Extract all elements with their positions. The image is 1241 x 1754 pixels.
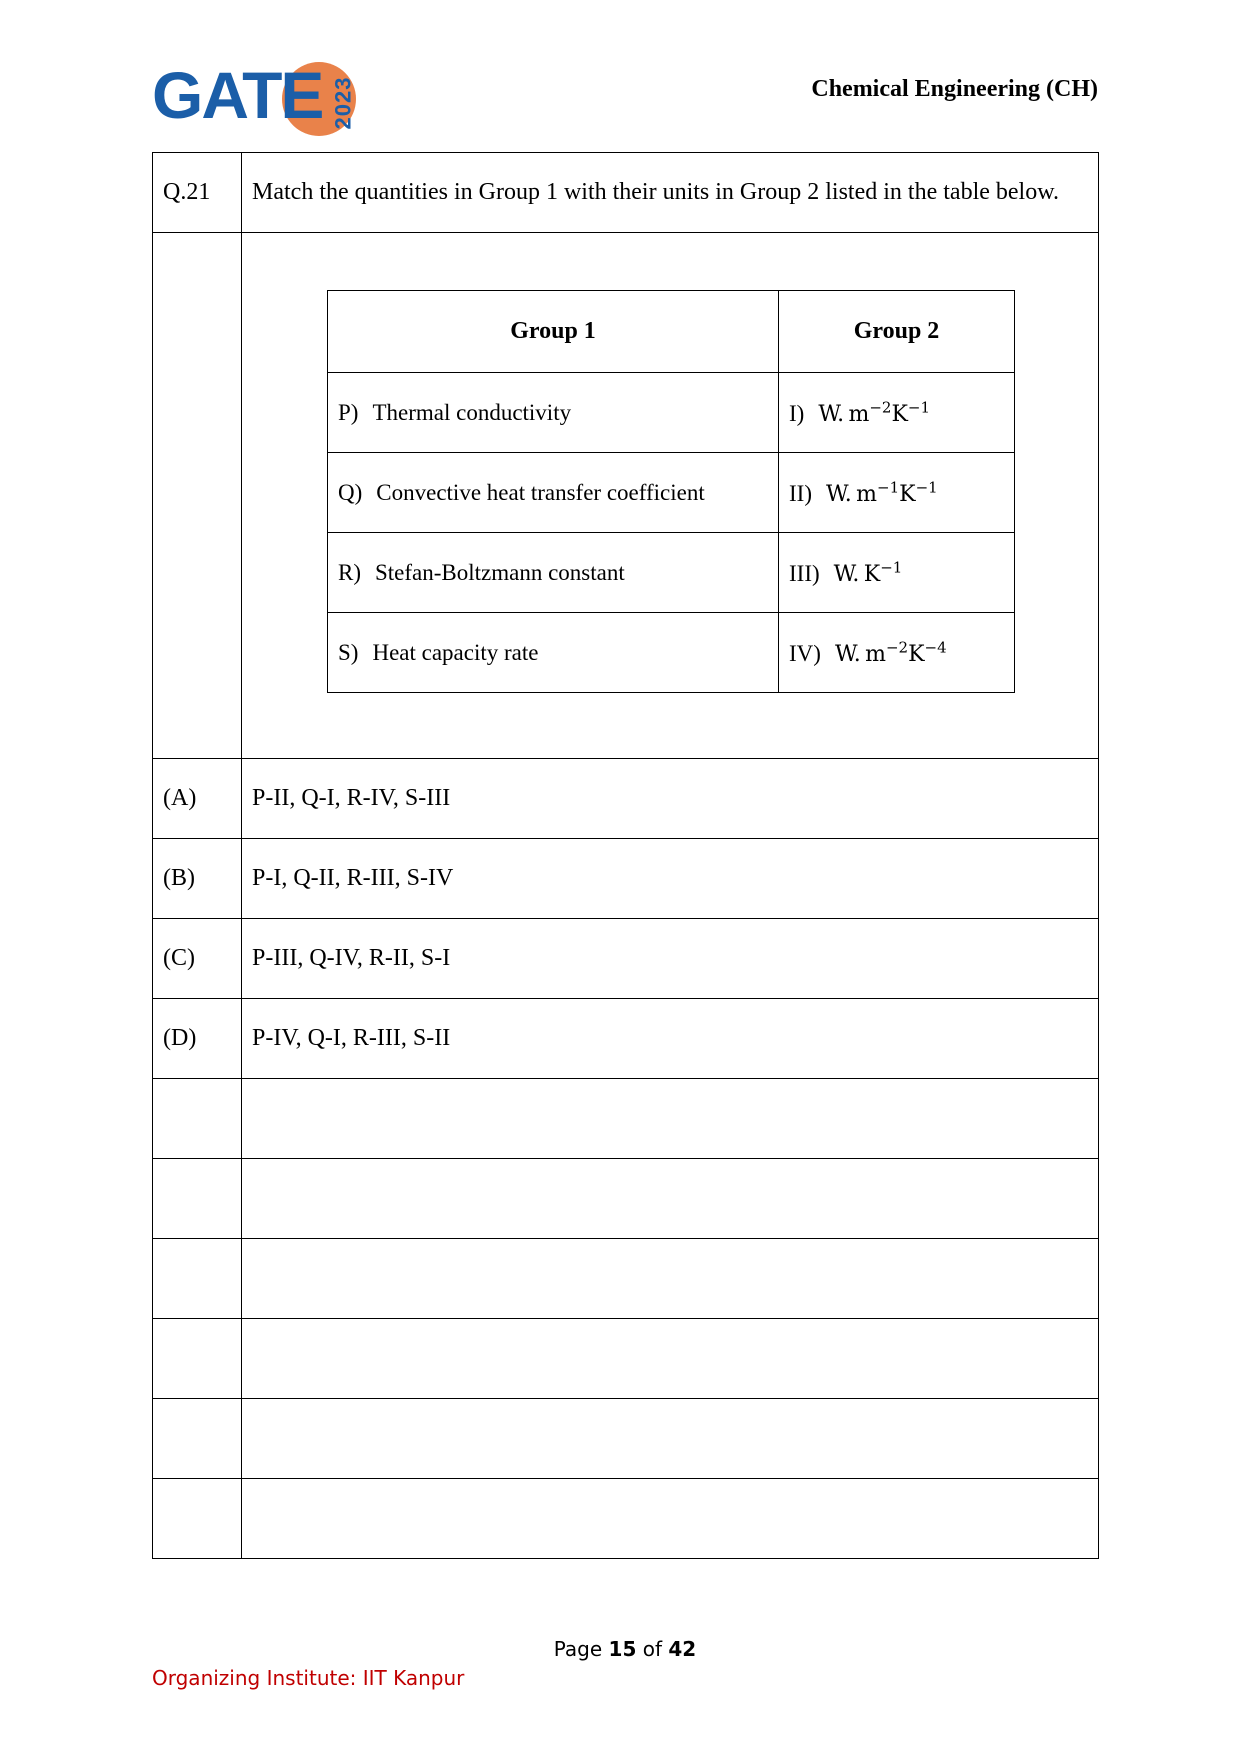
subject-title: Chemical Engineering (CH) bbox=[811, 76, 1098, 102]
option-text: P-I, Q-II, R-III, S-IV bbox=[242, 839, 1099, 919]
unit-expression: W. $K^{-1}$ bbox=[833, 558, 903, 587]
empty-cell bbox=[153, 233, 242, 759]
group2-item bbox=[779, 373, 1015, 453]
question-text: Match the quantities in Group 1 with their units in Group 2 listed in the table below. bbox=[242, 153, 1099, 233]
empty-cell bbox=[153, 1239, 242, 1319]
item-text: Thermal conductivity bbox=[372, 399, 572, 425]
item-label: R) bbox=[338, 559, 361, 585]
empty-row bbox=[153, 1319, 1099, 1399]
match-table-row bbox=[153, 233, 1099, 759]
item-text: Heat capacity rate bbox=[372, 639, 539, 665]
option-row[interactable] bbox=[153, 839, 1099, 919]
group2-item bbox=[779, 613, 1015, 693]
group2-item bbox=[779, 453, 1015, 533]
logo-year: 2023 bbox=[330, 76, 356, 130]
empty-row bbox=[153, 1239, 1099, 1319]
option-label: (C) bbox=[153, 919, 242, 999]
organizing-institute: Organizing Institute: IIT Kanpur bbox=[152, 1666, 465, 1690]
empty-cell bbox=[153, 1319, 242, 1399]
empty-cell bbox=[242, 1479, 1099, 1559]
group1-header: Group 1 bbox=[328, 291, 779, 373]
empty-cell bbox=[242, 1239, 1099, 1319]
unit-expression: W. $m^{-1}K^{-1}$ bbox=[825, 478, 938, 507]
match-row bbox=[328, 533, 1015, 613]
match-table bbox=[327, 290, 1015, 693]
item-label: II) bbox=[789, 480, 812, 506]
item-text: Stefan-Boltzmann constant bbox=[375, 559, 625, 585]
unit-expression: W. $m^{-2}K^{-4}$ bbox=[834, 638, 947, 667]
page-number: Page 15 of 42 bbox=[553, 1637, 697, 1661]
item-label: I) bbox=[789, 400, 805, 426]
match-row bbox=[328, 613, 1015, 693]
match-table-header bbox=[328, 291, 1015, 373]
unit-expression: W. $m^{-2}K^{-1}$ bbox=[818, 398, 931, 427]
option-row[interactable] bbox=[153, 919, 1099, 999]
item-label: S) bbox=[338, 639, 359, 665]
question-number: Q.21 bbox=[153, 153, 242, 233]
option-row[interactable] bbox=[153, 759, 1099, 839]
empty-row bbox=[153, 1479, 1099, 1559]
option-row[interactable] bbox=[153, 999, 1099, 1079]
group1-item bbox=[328, 613, 779, 693]
empty-cell bbox=[242, 1399, 1099, 1479]
question-row bbox=[153, 153, 1099, 233]
item-text: Convective heat transfer coefficient bbox=[376, 479, 705, 505]
group2-header: Group 2 bbox=[779, 291, 1015, 373]
empty-cell bbox=[242, 1079, 1099, 1159]
option-label: (D) bbox=[153, 999, 242, 1079]
empty-cell bbox=[242, 1159, 1099, 1239]
option-text: P-II, Q-I, R-IV, S-III bbox=[242, 759, 1099, 839]
item-label: III) bbox=[789, 560, 820, 586]
item-label: P) bbox=[338, 399, 359, 425]
group1-item bbox=[328, 453, 779, 533]
empty-cell bbox=[242, 1319, 1099, 1399]
option-text: P-IV, Q-I, R-III, S-II bbox=[242, 999, 1099, 1079]
empty-cell bbox=[153, 1079, 242, 1159]
match-row bbox=[328, 453, 1015, 533]
logo-text: GATE bbox=[152, 58, 323, 132]
empty-row bbox=[153, 1159, 1099, 1239]
empty-cell bbox=[153, 1399, 242, 1479]
group1-item bbox=[328, 373, 779, 453]
option-label: (B) bbox=[153, 839, 242, 919]
empty-row bbox=[153, 1079, 1099, 1159]
match-row bbox=[328, 373, 1015, 453]
group2-item bbox=[779, 533, 1015, 613]
empty-row bbox=[153, 1399, 1099, 1479]
item-label: IV) bbox=[789, 640, 821, 666]
empty-cell bbox=[153, 1159, 242, 1239]
option-label: (A) bbox=[153, 759, 242, 839]
match-table-cell bbox=[242, 233, 1099, 759]
item-label: Q) bbox=[338, 479, 363, 505]
empty-cell bbox=[153, 1479, 242, 1559]
group1-item bbox=[328, 533, 779, 613]
gate-logo bbox=[152, 60, 362, 140]
question-table bbox=[152, 152, 1099, 1559]
option-text: P-III, Q-IV, R-II, S-I bbox=[242, 919, 1099, 999]
